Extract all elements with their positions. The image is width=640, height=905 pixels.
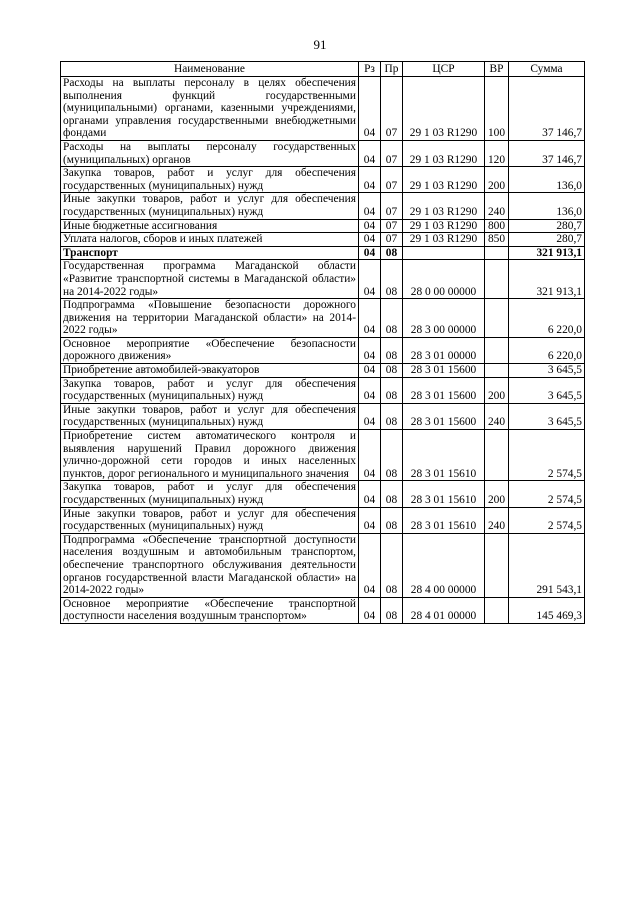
row-name: Иные закупки товаров, работ и услуг для обеспечения государственных (муниципальных) нужд xyxy=(61,507,359,533)
table-row xyxy=(61,260,585,299)
row-vr xyxy=(485,597,509,623)
row-csr: 28 3 00 00000 xyxy=(403,299,485,338)
table-row xyxy=(61,430,585,481)
table-row xyxy=(61,299,585,338)
table-row xyxy=(61,233,585,247)
row-sum: 321 913,1 xyxy=(509,260,585,299)
row-name: Приобретение систем автоматического контроля и выявления нарушений Правил дорожного движения улично-дорожной сети городов и иных населенных пунктов, дорог регионального и муниципального значения xyxy=(61,430,359,481)
row-rz: 04 xyxy=(359,364,381,378)
row-vr xyxy=(485,246,509,260)
row-pr: 08 xyxy=(381,597,403,623)
table-row xyxy=(61,377,585,403)
row-rz: 04 xyxy=(359,430,381,481)
row-pr: 08 xyxy=(381,299,403,338)
row-pr: 08 xyxy=(381,403,403,429)
row-pr: 07 xyxy=(381,167,403,193)
table-row xyxy=(61,246,585,260)
row-pr: 08 xyxy=(381,430,403,481)
row-rz: 04 xyxy=(359,377,381,403)
header-pr: Пр xyxy=(381,62,403,77)
row-csr: 29 1 03 R1290 xyxy=(403,193,485,219)
row-vr: 240 xyxy=(485,403,509,429)
table-row xyxy=(61,77,585,141)
row-name: Закупка товаров, работ и услуг для обеспечения государственных (муниципальных) нужд xyxy=(61,377,359,403)
row-pr: 08 xyxy=(381,481,403,507)
row-name: Расходы на выплаты персоналу государственных (муниципальных) органов xyxy=(61,140,359,166)
row-sum: 321 913,1 xyxy=(509,246,585,260)
row-vr: 200 xyxy=(485,377,509,403)
row-pr: 08 xyxy=(381,377,403,403)
row-name: Расходы на выплаты персоналу в целях обеспечения выполнения функций государственными (муниципальными) органами, казенными учреждениями, органами управления государственными внебюджетными фондами xyxy=(61,77,359,141)
row-sum: 280,7 xyxy=(509,219,585,233)
row-csr: 28 3 01 15600 xyxy=(403,403,485,429)
row-csr: 29 1 03 R1290 xyxy=(403,77,485,141)
row-sum: 136,0 xyxy=(509,193,585,219)
row-rz: 04 xyxy=(359,246,381,260)
row-rz: 04 xyxy=(359,140,381,166)
row-rz: 04 xyxy=(359,481,381,507)
row-vr: 100 xyxy=(485,77,509,141)
row-csr: 28 0 00 00000 xyxy=(403,260,485,299)
row-pr: 08 xyxy=(381,533,403,597)
table-row xyxy=(61,481,585,507)
row-name: Подпрограмма «Повышение безопасности дорожного движения на территории Магаданской области» на 2014-2022 годы» xyxy=(61,299,359,338)
row-pr: 08 xyxy=(381,246,403,260)
row-pr: 08 xyxy=(381,337,403,363)
row-name: Подпрограмма «Обеспечение транспортной доступности населения воздушным и автомобильным транспортом, обеспечение транспортного обслуживания деятельности органов государственной власти Магаданской области» на 2014-2022 годы» xyxy=(61,533,359,597)
row-csr: 28 3 01 15610 xyxy=(403,481,485,507)
row-vr xyxy=(485,260,509,299)
table-row xyxy=(61,193,585,219)
row-name: Транспорт xyxy=(61,246,359,260)
table-row xyxy=(61,140,585,166)
row-vr: 200 xyxy=(485,481,509,507)
row-csr: 28 3 01 15600 xyxy=(403,377,485,403)
row-rz: 04 xyxy=(359,597,381,623)
budget-table xyxy=(60,61,585,624)
row-name: Иные закупки товаров, работ и услуг для обеспечения государственных (муниципальных) нужд xyxy=(61,403,359,429)
row-sum: 6 220,0 xyxy=(509,337,585,363)
table-row xyxy=(61,507,585,533)
row-csr: 28 3 01 00000 xyxy=(403,337,485,363)
row-csr: 28 3 01 15610 xyxy=(403,430,485,481)
row-csr: 29 1 03 R1290 xyxy=(403,219,485,233)
row-rz: 04 xyxy=(359,299,381,338)
row-vr xyxy=(485,533,509,597)
row-name: Уплата налогов, сборов и иных платежей xyxy=(61,233,359,247)
row-pr: 07 xyxy=(381,77,403,141)
row-sum: 37 146,7 xyxy=(509,77,585,141)
row-vr xyxy=(485,364,509,378)
header-vr: ВР xyxy=(485,62,509,77)
row-vr: 120 xyxy=(485,140,509,166)
page-number: 91 xyxy=(313,37,327,52)
row-name: Основное мероприятие «Обеспечение безопасности дорожного движения» xyxy=(61,337,359,363)
row-name: Закупка товаров, работ и услуг для обеспечения государственных (муниципальных) нужд xyxy=(61,167,359,193)
row-csr: 28 3 01 15600 xyxy=(403,364,485,378)
row-rz: 04 xyxy=(359,403,381,429)
row-pr: 08 xyxy=(381,507,403,533)
row-vr xyxy=(485,430,509,481)
row-name: Иные бюджетные ассигнования xyxy=(61,219,359,233)
row-rz: 04 xyxy=(359,167,381,193)
row-vr xyxy=(485,337,509,363)
table-header-row xyxy=(61,62,585,77)
row-sum: 3 645,5 xyxy=(509,403,585,429)
row-rz: 04 xyxy=(359,77,381,141)
row-sum: 291 543,1 xyxy=(509,533,585,597)
row-sum: 3 645,5 xyxy=(509,364,585,378)
row-name: Основное мероприятие «Обеспечение транспортной доступности населения воздушным транспортом» xyxy=(61,597,359,623)
row-sum: 3 645,5 xyxy=(509,377,585,403)
table-row xyxy=(61,364,585,378)
table-row xyxy=(61,219,585,233)
table-row xyxy=(61,597,585,623)
row-rz: 04 xyxy=(359,507,381,533)
row-rz: 04 xyxy=(359,193,381,219)
row-sum: 2 574,5 xyxy=(509,481,585,507)
row-vr: 800 xyxy=(485,219,509,233)
row-pr: 07 xyxy=(381,219,403,233)
row-pr: 07 xyxy=(381,193,403,219)
table-row xyxy=(61,403,585,429)
row-vr xyxy=(485,299,509,338)
row-sum: 37 146,7 xyxy=(509,140,585,166)
row-pr: 08 xyxy=(381,260,403,299)
row-pr: 07 xyxy=(381,233,403,247)
header-rz: Рз xyxy=(359,62,381,77)
table-row xyxy=(61,337,585,363)
row-rz: 04 xyxy=(359,337,381,363)
row-sum: 6 220,0 xyxy=(509,299,585,338)
row-rz: 04 xyxy=(359,233,381,247)
row-sum: 2 574,5 xyxy=(509,430,585,481)
header-sum: Сумма xyxy=(509,62,585,77)
row-csr: 29 1 03 R1290 xyxy=(403,167,485,193)
row-rz: 04 xyxy=(359,219,381,233)
row-vr: 200 xyxy=(485,167,509,193)
row-sum: 145 469,3 xyxy=(509,597,585,623)
header-name: Наименование xyxy=(61,62,359,77)
row-sum: 280,7 xyxy=(509,233,585,247)
row-csr: 29 1 03 R1290 xyxy=(403,140,485,166)
row-sum: 136,0 xyxy=(509,167,585,193)
row-csr xyxy=(403,246,485,260)
row-pr: 08 xyxy=(381,364,403,378)
row-vr: 240 xyxy=(485,193,509,219)
row-rz: 04 xyxy=(359,533,381,597)
row-pr: 07 xyxy=(381,140,403,166)
header-csr: ЦСР xyxy=(403,62,485,77)
row-csr: 28 4 01 00000 xyxy=(403,597,485,623)
table-row xyxy=(61,167,585,193)
row-sum: 2 574,5 xyxy=(509,507,585,533)
row-csr: 28 3 01 15610 xyxy=(403,507,485,533)
table-body xyxy=(61,77,585,624)
row-csr: 29 1 03 R1290 xyxy=(403,233,485,247)
row-name: Закупка товаров, работ и услуг для обеспечения государственных (муниципальных) нужд xyxy=(61,481,359,507)
table-row xyxy=(61,533,585,597)
row-csr: 28 4 00 00000 xyxy=(403,533,485,597)
row-rz: 04 xyxy=(359,260,381,299)
row-name: Государственная программа Магаданской области «Развитие транспортной системы в Магаданской области» на 2014-2022 годы» xyxy=(61,260,359,299)
row-vr: 240 xyxy=(485,507,509,533)
row-name: Иные закупки товаров, работ и услуг для обеспечения государственных (муниципальных) нужд xyxy=(61,193,359,219)
row-name: Приобретение автомобилей-эвакуаторов xyxy=(61,364,359,378)
row-vr: 850 xyxy=(485,233,509,247)
